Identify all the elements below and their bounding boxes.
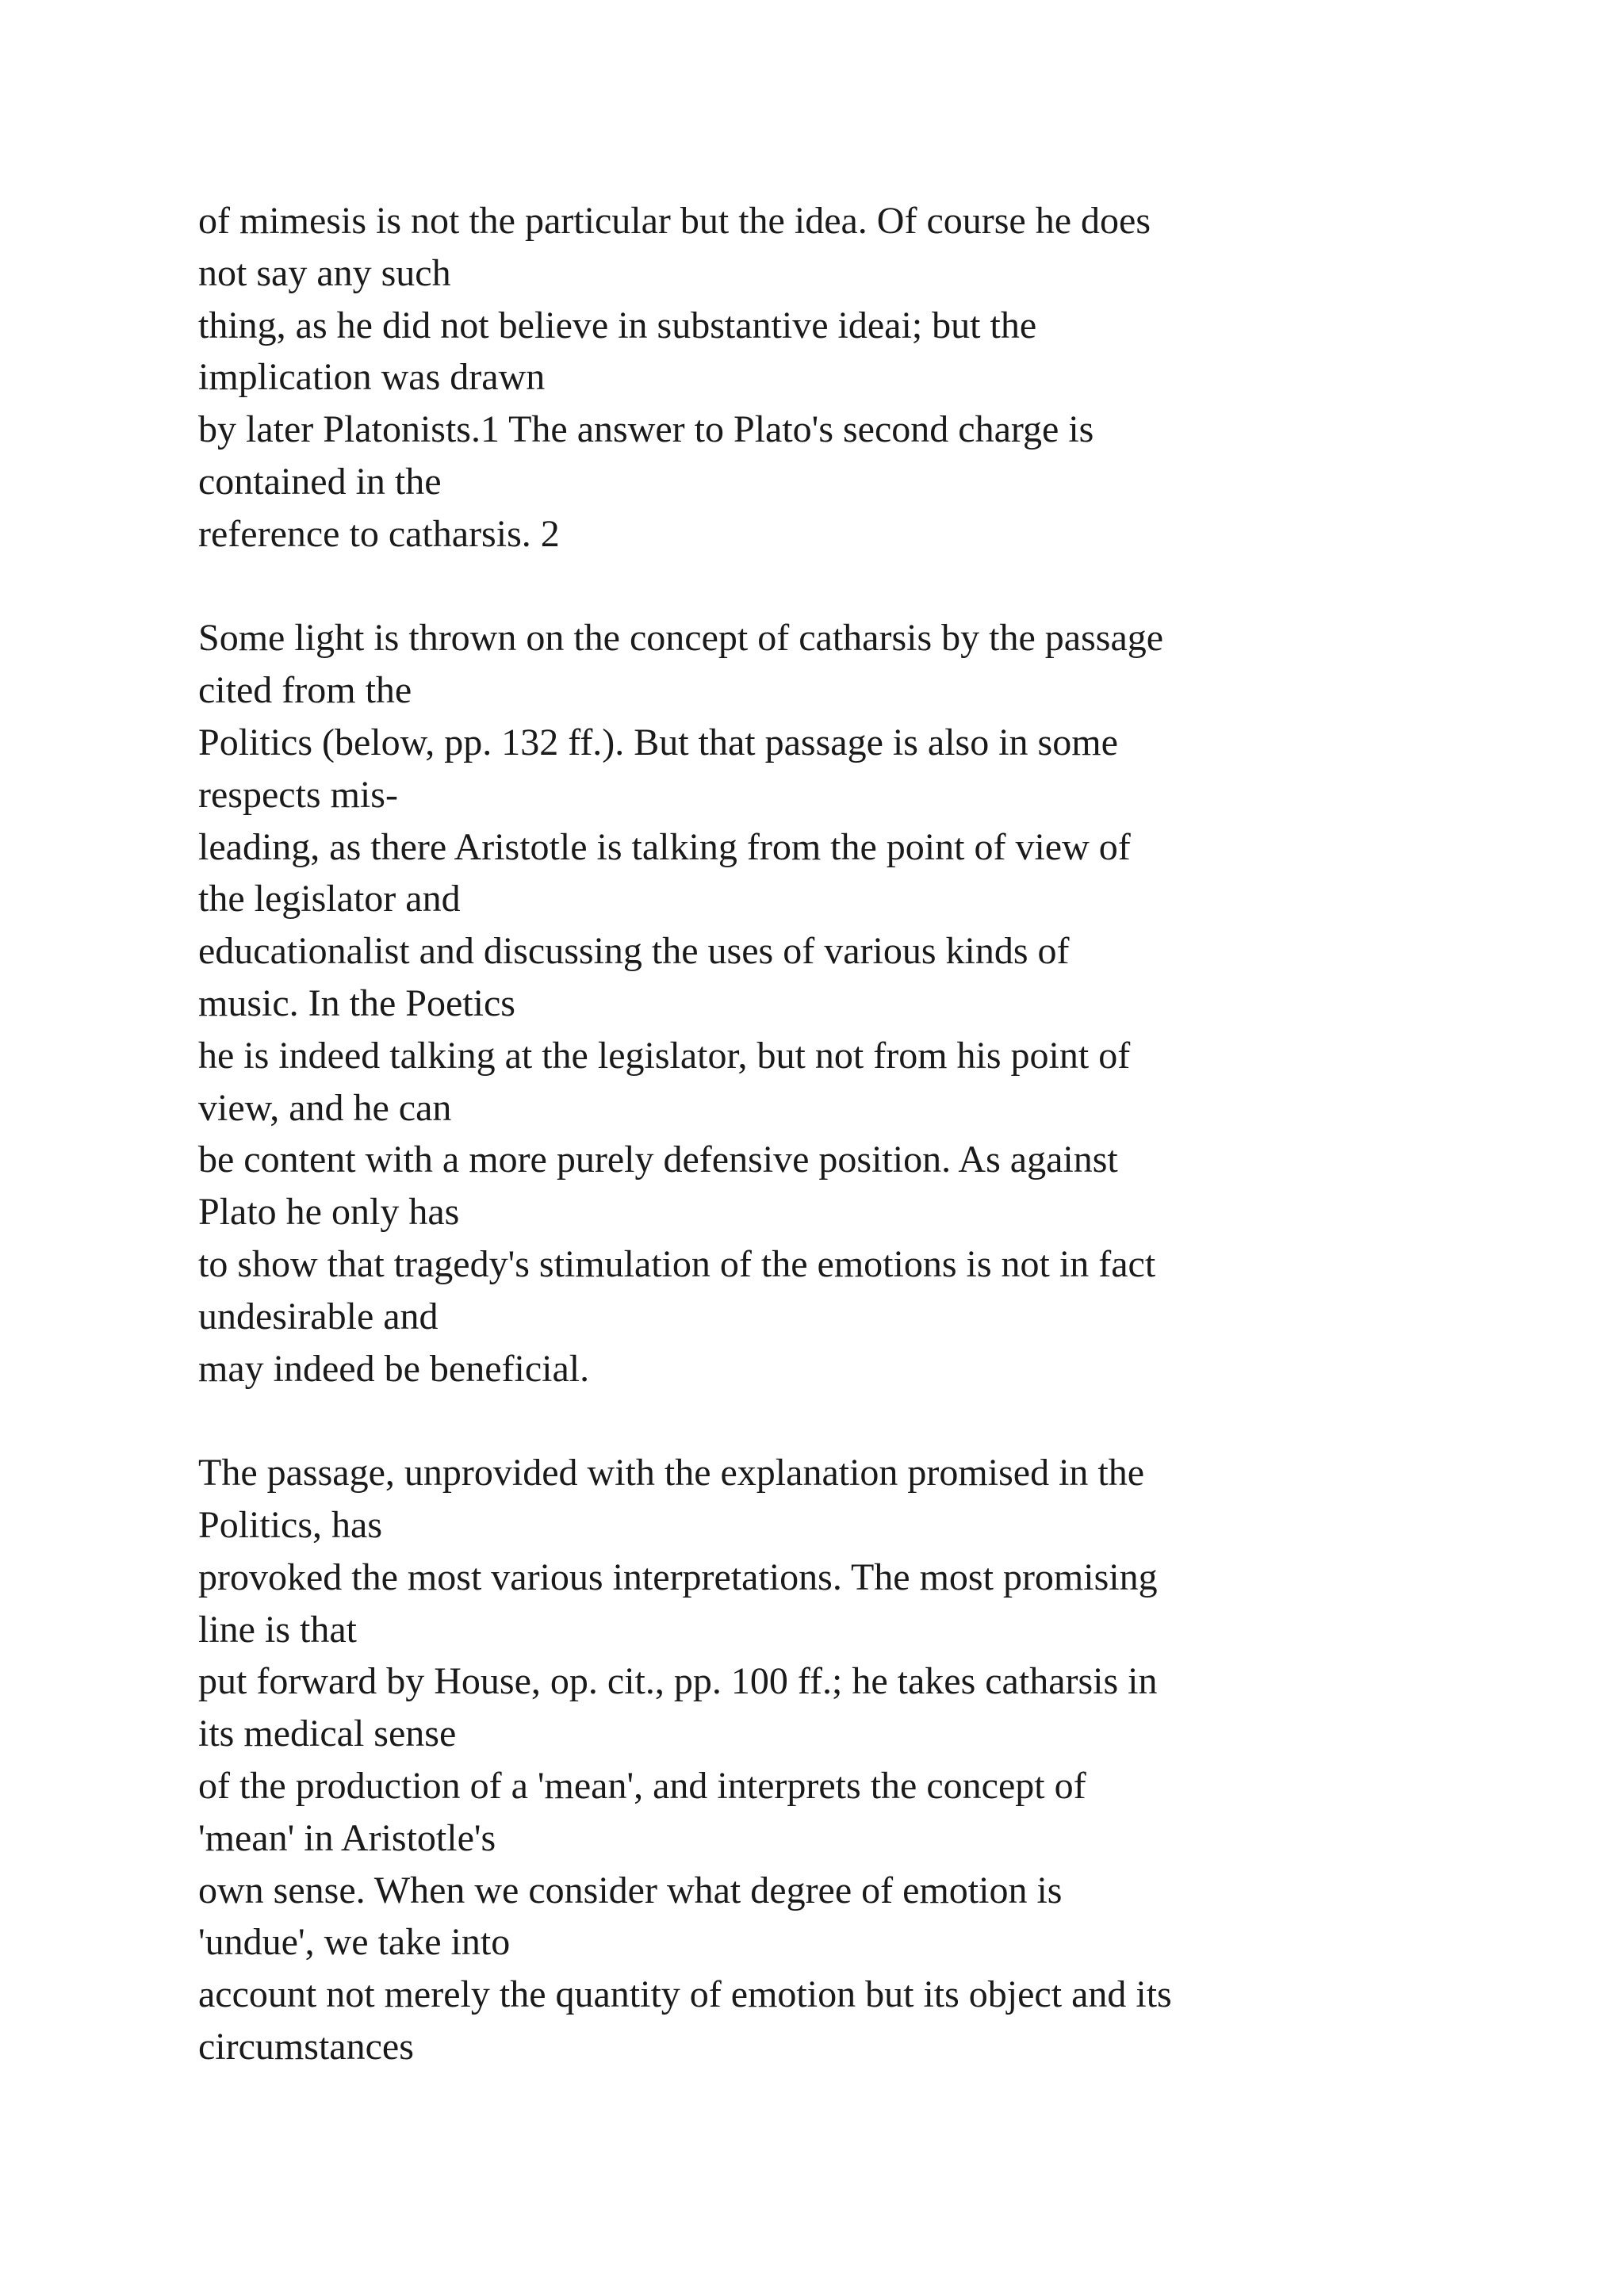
text-line: undesirable and bbox=[198, 1295, 439, 1337]
text-line: circumstances bbox=[198, 2025, 414, 2068]
text-line: Politics (below, pp. 132 ff.). But that passage is also in some bbox=[198, 721, 1118, 763]
text-line: may indeed be beneficial. bbox=[198, 1347, 590, 1390]
text-line: cited from the bbox=[198, 669, 412, 712]
text-line: he is indeed talking at the legislator, but not from his point of bbox=[198, 1034, 1131, 1077]
text-line: the legislator and bbox=[198, 878, 461, 920]
paragraph-2 bbox=[198, 612, 1594, 1395]
text-line: to show that tragedy's stimulation of the emotions is not in fact bbox=[198, 1242, 1156, 1285]
text-line: contained in the bbox=[198, 460, 442, 503]
text-line: provoked the most various interpretations. The most promising bbox=[198, 1556, 1158, 1598]
text-line: 'mean' in Aristotle's bbox=[198, 1816, 496, 1859]
text-line: implication was drawn bbox=[198, 356, 546, 399]
text-line: by later Platonists.1 The answer to Plato's second charge is bbox=[198, 408, 1094, 451]
text-body bbox=[198, 195, 1594, 2073]
paragraph-1 bbox=[198, 195, 1594, 561]
text-line: 'undue', we take into bbox=[198, 1921, 511, 1964]
text-line: thing, as he did not believe in substantive ideai; but the bbox=[198, 304, 1037, 346]
text-line: account not merely the quantity of emotion but its object and its bbox=[198, 1973, 1172, 2016]
text-line: of mimesis is not the particular but the idea. Of course he does bbox=[198, 200, 1151, 242]
text-line: Politics, has bbox=[198, 1503, 383, 1546]
text-line: line is that bbox=[198, 1608, 357, 1651]
text-line: put forward by House, op. cit., pp. 100 ff.; he takes catharsis in bbox=[198, 1660, 1158, 1703]
text-line: Some light is thrown on the concept of catharsis by the passage bbox=[198, 617, 1164, 660]
paragraph-3 bbox=[198, 1447, 1594, 2073]
text-line: leading, as there Aristotle is talking from the point of view of bbox=[198, 825, 1131, 868]
text-line: educationalist and discussing the uses of various kinds of bbox=[198, 930, 1070, 973]
text-line: respects mis- bbox=[198, 773, 398, 816]
text-line: own sense. When we consider what degree of emotion is bbox=[198, 1869, 1063, 1911]
text-line: reference to catharsis. 2 bbox=[198, 512, 560, 555]
text-line: of the production of a 'mean', and interprets the concept of bbox=[198, 1764, 1086, 1807]
text-line: its medical sense bbox=[198, 1712, 457, 1755]
text-line: be content with a more purely defensive position. As against bbox=[198, 1138, 1118, 1181]
text-line: music. In the Poetics bbox=[198, 982, 515, 1024]
text-line: The passage, unprovided with the explanation promised in the bbox=[198, 1452, 1145, 1494]
text-line: Plato he only has bbox=[198, 1191, 460, 1234]
text-line: view, and he can bbox=[198, 1086, 452, 1129]
text-line: not say any such bbox=[198, 251, 451, 294]
